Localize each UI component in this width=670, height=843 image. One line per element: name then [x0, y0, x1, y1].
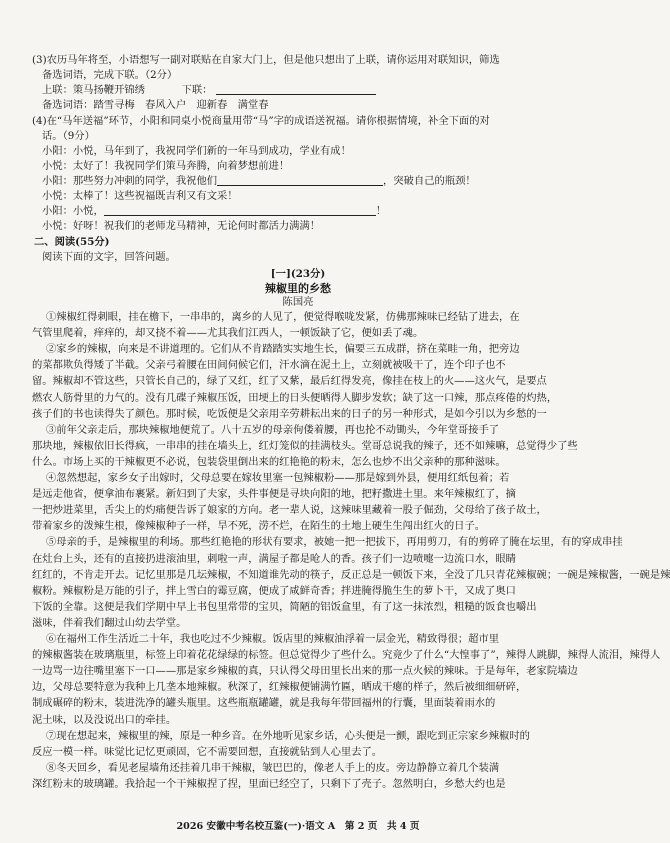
passage-line: ②家乡的辣椒，向来是不讲道理的。它们从不肯踏踏实实地生长，偏要三五成群，挤在菜畦一角，把旁边 — [46, 343, 520, 356]
q4-blank-1[interactable] — [217, 185, 383, 186]
passage-line: 一边骂一边往嘴里塞下一口——那是家乡辣椒的真，只认得父母田里长出来的那一点火候的辣味。于是每年，老家院墙边 — [32, 665, 578, 678]
q4-dialogue-6: 小悦：好呀！祝我们的老师龙马精神，无论何时都活力满满！ — [42, 220, 321, 232]
q4-dialogue-2: 小悦：太好了！我祝同学们策马奔腾，向着梦想前进！ — [42, 160, 290, 172]
passage-line: 孩子们的书也读得失了颜色。那时候，吃饭便是父亲用辛劳耕耘出来的日子的另一种形式，是如今引以为乡愁的一 — [32, 407, 547, 420]
q4-dialogue-4: 小悦：太棒了！这些祝福既吉利又有文采！ — [42, 190, 238, 202]
q4-dialogue-3-start: 小阳：那些努力冲刺的同学，我祝他们 — [42, 175, 218, 187]
q4-dialogue-1: 小阳：小悦，马年到了，我祝同学们新的一年马到成功，学业有成！ — [42, 145, 351, 157]
passage-line: ⑤母亲的手，是辣椒里的利场。那些红艳艳的形状有要求，被她一把一把拔下，再用剪刀，有的剪碎了腌在坛里，有的穿成串挂 — [46, 536, 623, 549]
q3-lower-couplet-label: 下联： — [181, 84, 213, 96]
section-instruction: 阅读下面的文字，回答问题。 — [42, 251, 176, 263]
passage-line: 在灶台上头，还有的直接扔进滚油里，刺啦一声，满屋子都是呛人的香。孩子们一边喷嚏一边流口水，眼睛 — [32, 552, 516, 565]
q3-prompt-line1: (3)农历马年将至，小语想写一副对联贴在自家大门上，但是他只想出了上联，请你运用对联知识，筛选 — [32, 54, 500, 66]
passage-line: 留。辣椒却不管这些，只管长自己的，绿了又红，红了又紫，最后红得发亮，像挂在枝上的火——这火气，是要点 — [32, 375, 547, 388]
q4-dialogue-3 — [42, 175, 572, 188]
q4-dialogue-3-end: ，突破自己的瓶颈！ — [383, 175, 476, 187]
q3-prompt-line2: 备选词语，完成下联。（2分） — [42, 69, 178, 81]
passage-line: 燃农人筋骨里的力气的。没有几碟子辣椒压饭，田埂上的日头便晒得人脚步发软；缺了这一口辣，那点疼倦的灼热， — [32, 391, 558, 404]
passage-line: 一把炒进菜里，舌尖上的灼痛便告诉了娘家的方向。老一辈人说，这辣味里藏着一股子倔劲，父母给了孩子故土， — [32, 504, 547, 517]
section-heading: 二、阅读(55分) — [34, 236, 110, 248]
q4-prompt-line1: (4)在“马年送福”环节，小阳和同桌小悦商量用带“马”字的成语送祝福。请你根据情境，补全下面的对 — [32, 115, 490, 127]
q4-prompt-line2: 话。（9分） — [42, 130, 95, 142]
passage-line: 下饭的全靠。这便是我们学期中早上书包里常带的宝贝，简陋的铝饭盒里，有了这一抹浓烈，粗糙的饭食也嚼出 — [32, 600, 537, 613]
passage-line: 边，父母总要特意为我种上几垄本地辣椒。秋深了，红辣椒便铺满竹匾，晒成干瘪的样子，然后被细细研碎， — [32, 681, 527, 694]
q3-couplet-row — [42, 84, 572, 97]
passage-line: 那块地，辣椒依旧长得疯，一串串的挂在墙头上，红灯笼似的挂满枝头。堂哥总说我的辣子，还不如辣嘛，总觉得少了些 — [32, 439, 578, 452]
passage-line: 泥土味，以及没说出口的牵挂。 — [32, 713, 177, 726]
passage-line: ④忽然想起，家乡女子出嫁时，父母总要在嫁妆里塞一包辣椒粉——那是嫁到外县，便用红纸包着；若 — [46, 472, 510, 484]
passage-line: 什么。市场上买的干辣椒更不必说，包装袋里倒出来的红艳艳的粉末，怎么也炒不出父亲种的那种滋味。 — [32, 455, 506, 468]
q4-blank-2[interactable] — [104, 215, 376, 216]
passage-line: 滋味，伴着我们翻过山幼去学堂。 — [32, 616, 187, 629]
passage-line: ⑧冬天回乡，看见老屋墙角还挂着几串干辣椒，皱巴巴的，像老人手上的皮。旁边静静立着几个装满 — [46, 761, 500, 774]
passage-line: ①辣椒红得刺眼，挂在檐下，一串串的，离乡的人见了，便觉得喉咙发紧，仿佛那辣味已经钻了进去，在 — [46, 311, 520, 323]
passage-line: 深红粉末的玻璃罐。我拾起一个干辣椒捏了捏，里面已经空了，只剩下了壳子。忽然明白，乡愁大约也是 — [32, 777, 506, 790]
passage-line: 反应一模一样。味觉比记忆更顽固，它不需要回想，直接就钻到人心里去了。 — [32, 745, 383, 758]
passage-line: ⑥在福州工作生活近二十年，我也吃过不少辣椒。饭店里的辣椒油浮着一层金光，精致得很；超市里 — [46, 633, 500, 645]
passage-part-label: [一](23分) — [270, 268, 326, 280]
q3-lower-couplet-blank[interactable] — [216, 94, 376, 95]
q3-options: 备选词语：踏雪寻梅 春风入户 迎新春 满堂春 — [42, 99, 269, 111]
passage-line: 气管里爬着，痒痒的，却又挠不着——尤其我们江西人，一顿饭缺了它，便如丢了魂。 — [32, 327, 424, 340]
passage-line: 的菜都欺负得矮了半截。父亲弓着腰在田间伺候它们，汗水滴在泥土上，立刻就被吸干了，连个印子也不 — [32, 359, 506, 372]
page-footer: 2026 安徽中考名校互鉴(一)·语文 A 第 2 页 共 4 页 — [176, 821, 420, 832]
q3-upper-couplet: 上联：策马扬鞭开锦绣 — [42, 84, 145, 96]
passage-line: ⑦现在想起来，辣椒里的辣，原是一种乡音。在外地听见家乡话，心头便是一颤，跟吃到正宗家乡辣椒时的 — [46, 729, 530, 742]
passage-line: 带着家乡的泼辣生根，像辣椒种子一样，旱不死，涝不烂，在陌生的土地上硬生生闯出红火的日子。 — [32, 520, 486, 533]
passage-line: 红红的，不肯走开去。记忆里那是几坛辣椒，不知道谁先动的筷子，反正总是一顿饭下来，全没了几只青花辣椒碗；一碗是辣椒酱，一碗是辣 — [32, 568, 670, 581]
q4-dialogue-5 — [42, 205, 572, 218]
passage-line: 制成碾碎的粉末，装进洗净的罐头瓶里。这些瓶瓶罐罐，就是我每年带回福州的行囊，里面装着雨水的 — [32, 697, 496, 710]
passage-title: 辣椒里的乡愁 — [265, 282, 331, 295]
passage-line: 椒粉。辣椒粉是万能的引子，拌上雪白的霉豆腐，便成了咸鲜奇香；拌进腌得脆生生的萝卜干，又成了奥口 — [32, 584, 516, 597]
passage-line: 的辣椒酱装在玻璃瓶里，标签上印着花花绿绿的标签。但总觉得少了些什么。究竟少了什么“大惶事了”，辣得人跳脚，辣得人流泪，辣得人 — [32, 649, 661, 662]
passage-author: 陈国亮 — [282, 296, 314, 308]
q4-dialogue-5-start: 小阳：小悦， — [42, 205, 104, 217]
passage-line: 是远走他省，便拿油布裹紧。新妇到了夫家，头件事便是寻块向阳的地，把籽撒进土里。来年辣椒红了，摘 — [32, 488, 516, 501]
passage-line: ③前年父亲走后，那块辣椒地便荒了。八十五岁的母亲佝偻着腰，再也抡不动锄头，今年堂哥接手了 — [46, 423, 500, 436]
q4-dialogue-5-end: ！ — [375, 205, 387, 217]
